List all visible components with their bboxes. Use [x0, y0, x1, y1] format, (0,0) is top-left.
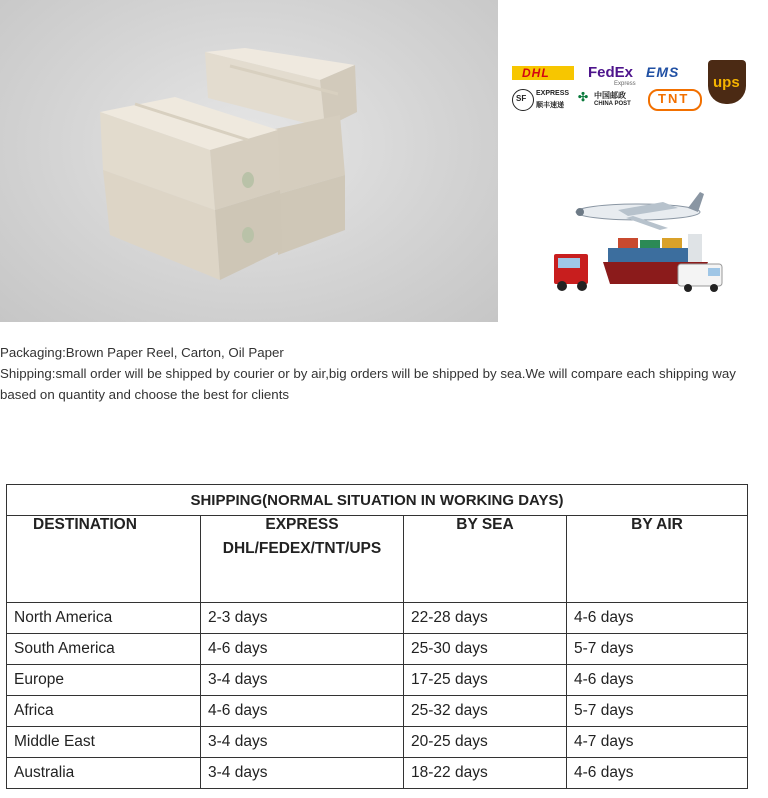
air-cell: 5-7 days [567, 634, 748, 665]
table-row [7, 696, 748, 727]
table-caption-row [7, 485, 748, 516]
transport-graphic [548, 182, 758, 297]
express-cell: 4-6 days [201, 634, 404, 665]
table-row [7, 665, 748, 696]
air-cell: 4-7 days [567, 727, 748, 758]
fedex-logo: FedEx [588, 64, 634, 81]
shipping-description [0, 342, 760, 405]
china-post-icon: ✣ [578, 90, 589, 104]
express-cell: 3-4 days [201, 665, 404, 696]
express-header-line1: EXPRESS [265, 516, 339, 533]
sea-cell: 22-28 days [404, 603, 567, 634]
express-cell: 4-6 days [201, 696, 404, 727]
white-van-icon [678, 264, 722, 292]
carton-photo [0, 0, 498, 322]
table-row [7, 727, 748, 758]
red-truck-icon [554, 254, 588, 291]
table-body [7, 603, 748, 789]
destination-cell: Australia [7, 758, 201, 789]
air-cell: 4-6 days [567, 758, 748, 789]
airplane-icon [576, 192, 704, 230]
table-row [7, 603, 748, 634]
destination-cell: Europe [7, 665, 201, 696]
sf-express-cn: 顺丰速递 [536, 102, 564, 109]
sea-cell: 18-22 days [404, 758, 567, 789]
sf-logo-text: SF [516, 94, 527, 103]
sea-cell: 17-25 days [404, 665, 567, 696]
sea-header: BY SEA [404, 516, 567, 603]
destination-header: DESTINATION [7, 516, 201, 603]
table-header-row [7, 516, 748, 603]
sea-cell: 25-30 days [404, 634, 567, 665]
express-cell: 3-4 days [201, 727, 404, 758]
air-header: BY AIR [567, 516, 748, 603]
transport-illustration [548, 182, 758, 297]
sea-cell: 20-25 days [404, 727, 567, 758]
dhl-logo-text: DHL [522, 66, 550, 80]
express-header [201, 516, 404, 603]
express-cell: 3-4 days [201, 758, 404, 789]
express-header-line2: DHL/FEDEX/TNT/UPS [222, 540, 382, 557]
table-caption: SHIPPING(NORMAL SITUATION IN WORKING DAYS) [7, 485, 748, 516]
express-cell: 2-3 days [201, 603, 404, 634]
courier-logos [510, 60, 755, 120]
air-cell: 5-7 days [567, 696, 748, 727]
air-cell: 4-6 days [567, 603, 748, 634]
destination-cell: South America [7, 634, 201, 665]
sf-express-text: EXPRESS [536, 90, 570, 97]
ems-logo: EMS [646, 64, 680, 80]
tnt-logo-text: TNT [658, 91, 690, 106]
shipping-text: Shipping:small order will be shipped by courier or by air,big orders will be shipped by sea.We will compare each shipping way based on quantity and choose the best for clients [0, 366, 736, 402]
destination-cell: North America [7, 603, 201, 634]
destination-cell: Africa [7, 696, 201, 727]
shipping-table [6, 484, 748, 789]
destination-cell: Middle East [7, 727, 201, 758]
table-row [7, 758, 748, 789]
table-row [7, 634, 748, 665]
carton-stack-illustration [0, 0, 498, 322]
ups-logo-text: ups [713, 74, 740, 91]
fedex-logo-sub: Express [614, 81, 636, 87]
packaging-text: Packaging:Brown Paper Reel, Carton, Oil Paper [0, 345, 284, 360]
china-post-cn: 中国邮政 [594, 91, 626, 100]
sea-cell: 25-32 days [404, 696, 567, 727]
china-post-en: CHINA POST [594, 101, 631, 107]
air-cell: 4-6 days [567, 665, 748, 696]
